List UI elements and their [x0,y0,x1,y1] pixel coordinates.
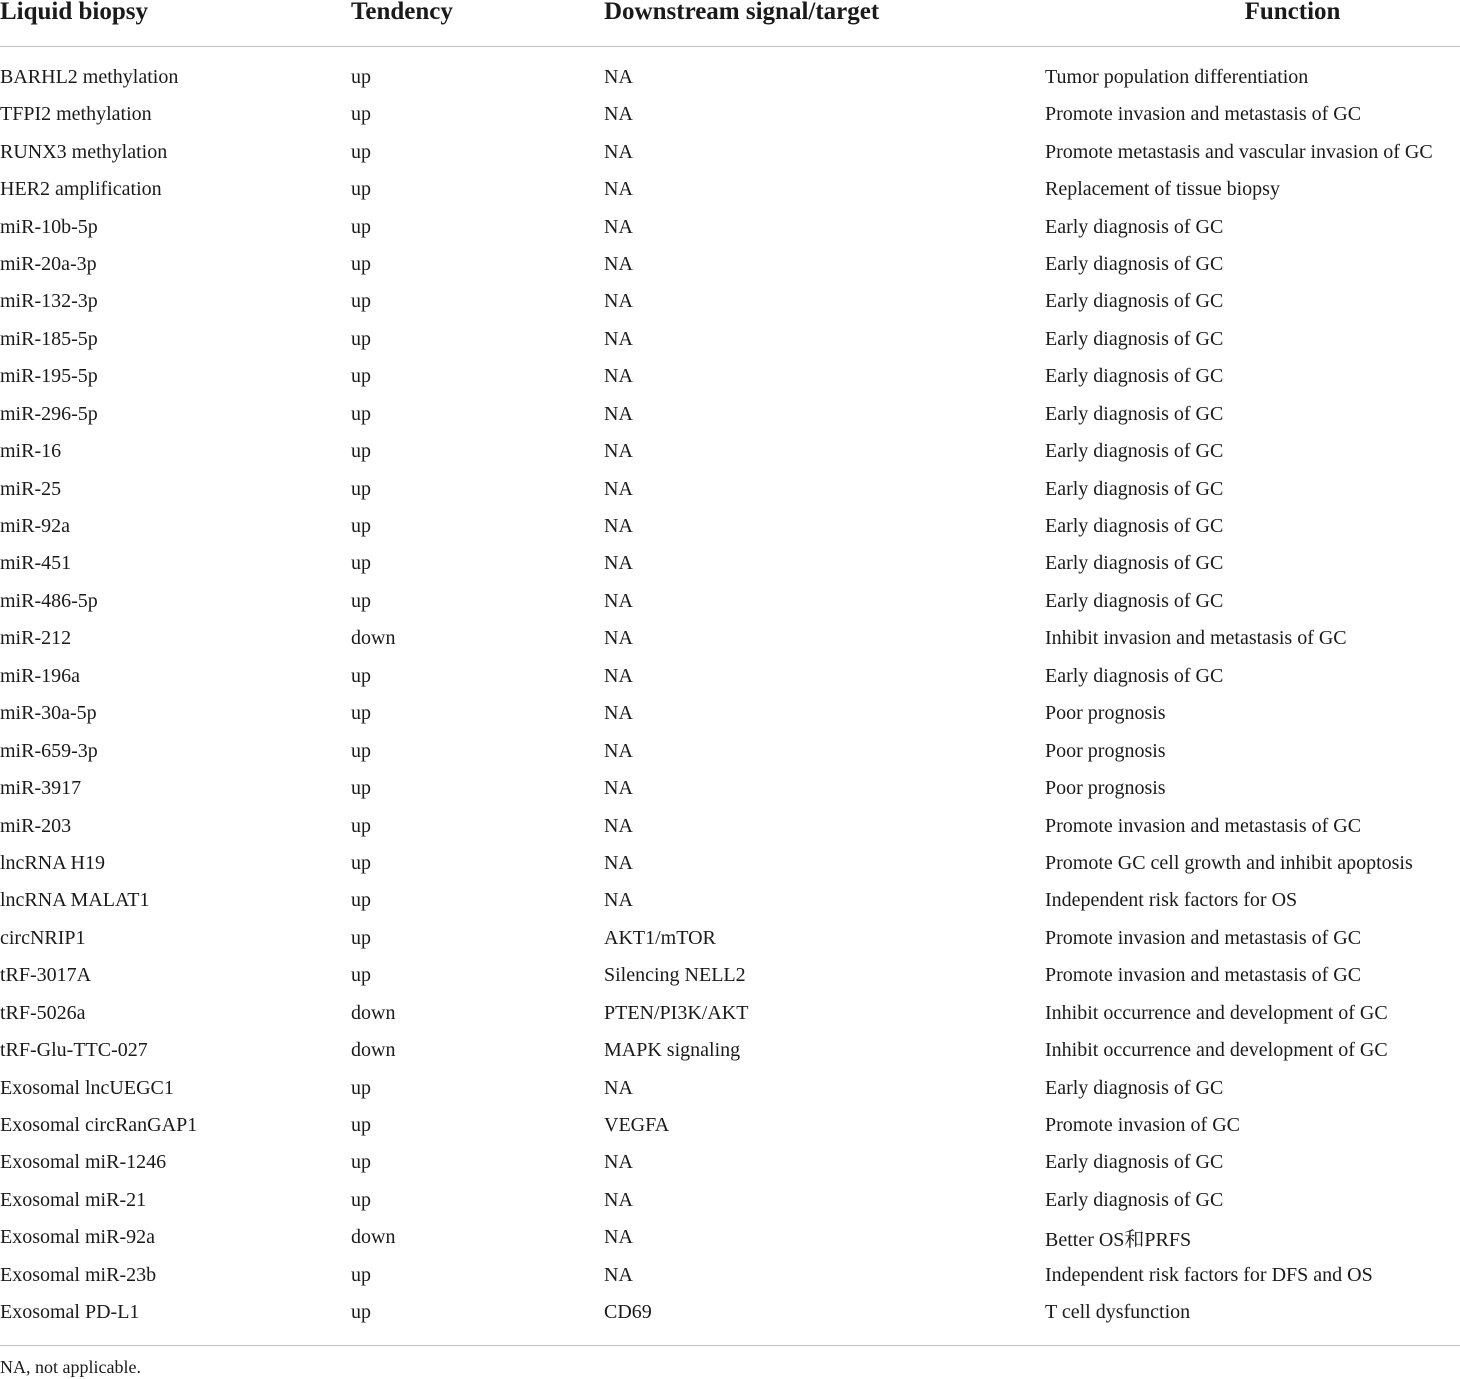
tendency-cell: up [351,1263,371,1286]
liquid-biopsy-cell: miR-132-3p [0,290,98,313]
table-row [0,1294,1460,1346]
liquid-biopsy-cell: Exosomal PD-L1 [0,1294,351,1346]
function-cell: Independent risk factors for OS [1045,889,1298,912]
table-row [0,1144,1460,1181]
tendency-cell: up [351,1188,371,1211]
function-cell: Poor prognosis [1045,739,1166,762]
function-cell: T cell dysfunction [1045,1294,1460,1346]
function-cell: Early diagnosis of GC [1045,477,1224,500]
downstream-signal-cell: NA [604,477,633,500]
header-tendency: Tendency [351,0,604,47]
tendency-cell: up [351,140,371,163]
downstream-signal-cell: NA [604,290,633,313]
function-cell: Inhibit occurrence and development of GC [1045,1039,1388,1062]
table-row [0,246,1460,283]
liquid-biopsy-cell: miR-92a [0,515,70,538]
tendency-cell: up [351,926,371,949]
liquid-biopsy-cell: tRF-3017A [0,964,92,987]
tendency-cell: up [351,552,371,575]
downstream-signal-cell: NA [604,402,633,425]
downstream-signal-cell: NA [604,1226,633,1249]
liquid-biopsy-cell: miR-16 [0,440,62,463]
function-cell: Promote invasion and metastasis of GC [1045,103,1362,126]
table-row [0,845,1460,882]
function-cell: Early diagnosis of GC [1045,1076,1224,1099]
downstream-signal-cell: NA [604,252,633,275]
downstream-signal-cell: NA [604,627,633,650]
table-row [0,171,1460,208]
downstream-signal-cell: NA [604,1188,633,1211]
table-row [0,396,1460,433]
tendency-cell: up [351,290,371,313]
liquid-biopsy-cell: miR-3917 [0,777,82,800]
tendency-cell: up [351,477,371,500]
function-cell: Better OS和PRFS [1045,1229,1192,1252]
table-row [0,47,1460,97]
table-row [0,283,1460,320]
header-row [0,0,1460,47]
function-cell: Inhibit occurrence and development of GC [1045,1001,1388,1024]
table-row [0,208,1460,245]
liquid-biopsy-cell: miR-196a [0,664,80,687]
downstream-signal-cell: PTEN/PI3K/AKT [604,1001,749,1024]
function-cell: Early diagnosis of GC [1045,215,1224,238]
downstream-signal-cell: NA [604,365,633,388]
table-row [0,995,1460,1032]
liquid-biopsy-cell: RUNX3 methylation [0,140,168,163]
tendency-cell: up [351,1076,371,1099]
downstream-signal-cell: NA [604,1076,633,1099]
downstream-signal-cell: NA [604,66,633,88]
downstream-signal-cell: NA [604,814,633,837]
tendency-cell: up [351,440,371,463]
tendency-cell: up [351,814,371,837]
function-cell: Independent risk factors for DFS and OS [1045,1263,1373,1286]
header-function: Function [1045,0,1460,47]
tendency-cell: up [351,1151,371,1174]
downstream-signal-cell: NA [604,1151,633,1174]
table-row [0,882,1460,919]
downstream-signal-cell: NA [604,140,633,163]
downstream-signal-cell: NA [604,515,633,538]
tendency-cell: up [351,327,371,350]
tendency-cell: up [351,739,371,762]
liquid-biopsy-cell: miR-203 [0,814,72,837]
downstream-signal-cell: NA [604,103,633,126]
table-row [0,470,1460,507]
table-row [0,133,1460,170]
liquid-biopsy-cell: Exosomal miR-21 [0,1188,147,1211]
tendency-cell: down [351,1001,396,1024]
liquid-biopsy-cell: Exosomal miR-1246 [0,1151,167,1174]
liquid-biopsy-cell: TFPI2 methylation [0,103,152,126]
tendency-cell: up [351,178,371,201]
table-row [0,920,1460,957]
downstream-signal-cell: NA [604,589,633,612]
liquid-biopsy-cell: Exosomal miR-23b [0,1263,157,1286]
table-header [0,0,1460,47]
function-cell: Promote metastasis and vascular invasion of GC [1045,140,1433,163]
liquid-biopsy-cell: miR-296-5p [0,402,98,425]
table-footnote: NA, not applicable. [0,1357,141,1377]
function-cell: Early diagnosis of GC [1045,552,1224,575]
tendency-cell: up [351,664,371,687]
downstream-signal-cell: Silencing NELL2 [604,964,746,987]
tendency-cell: up [351,515,371,538]
table-row [0,732,1460,769]
table-row [0,658,1460,695]
tendency-cell: up [351,252,371,275]
liquid-biopsy-cell: BARHL2 methylation [0,66,179,88]
table-row [0,321,1460,358]
function-cell: Early diagnosis of GC [1045,440,1224,463]
table-row [0,358,1460,395]
function-cell: Early diagnosis of GC [1045,252,1224,275]
table-row [0,1069,1460,1106]
tendency-cell: down [351,627,396,650]
tendency-cell: up [351,889,371,912]
header-downstream-signal: Downstream signal/target [604,0,1045,47]
table-row [0,545,1460,582]
liquid-biopsy-cell: HER2 amplification [0,178,162,201]
downstream-signal-cell: NA [604,702,633,725]
liquid-biopsy-cell: miR-30a-5p [0,702,97,725]
function-cell: Promote invasion and metastasis of GC [1045,964,1362,987]
tendency-cell: up [351,1114,371,1137]
table-row [0,433,1460,470]
liquid-biopsy-cell: circNRIP1 [0,926,86,949]
downstream-signal-cell: NA [604,215,633,238]
function-cell: Promote invasion of GC [1045,1114,1240,1137]
downstream-signal-cell: VEGFA [604,1114,670,1137]
liquid-biopsy-cell: miR-195-5p [0,365,98,388]
tendency-cell: down [351,1226,396,1249]
downstream-signal-cell: CD69 [604,1294,1045,1346]
function-cell: Promote invasion and metastasis of GC [1045,814,1362,837]
function-cell: Early diagnosis of GC [1045,402,1224,425]
tendency-cell: up [351,777,371,800]
downstream-signal-cell: NA [604,1263,633,1286]
table-row [0,1032,1460,1069]
table-row [0,807,1460,844]
function-cell: Early diagnosis of GC [1045,1188,1224,1211]
header-liquid-biopsy: Liquid biopsy [0,0,351,47]
downstream-signal-cell: NA [604,327,633,350]
tendency-cell: up [351,402,371,425]
table-row [0,1219,1460,1256]
function-cell: Early diagnosis of GC [1045,1151,1224,1174]
table-row [0,583,1460,620]
table-body [0,47,1460,1346]
table-row [0,1257,1460,1294]
table-row [0,96,1460,133]
function-cell: Early diagnosis of GC [1045,365,1224,388]
liquid-biopsy-cell: miR-20a-3p [0,252,97,275]
liquid-biopsy-cell: miR-212 [0,627,72,650]
table-row [0,1182,1460,1219]
liquid-biopsy-cell: Exosomal circRanGAP1 [0,1114,198,1137]
liquid-biopsy-cell: miR-185-5p [0,327,98,350]
tendency-cell: down [351,1039,396,1062]
liquid-biopsy-cell: lncRNA MALAT1 [0,889,150,912]
downstream-signal-cell: NA [604,440,633,463]
function-cell: Poor prognosis [1045,777,1166,800]
downstream-signal-cell: NA [604,777,633,800]
liquid-biopsy-cell: tRF-5026a [0,1001,86,1024]
liquid-biopsy-cell: miR-659-3p [0,739,98,762]
tendency-cell: up [351,215,371,238]
function-cell: Promote invasion and metastasis of GC [1045,926,1362,949]
liquid-biopsy-cell: miR-486-5p [0,589,98,612]
function-cell: Replacement of tissue biopsy [1045,178,1280,201]
tendency-cell: up [351,1294,604,1346]
liquid-biopsy-cell: miR-25 [0,477,62,500]
table-row [0,508,1460,545]
function-cell: Early diagnosis of GC [1045,589,1224,612]
downstream-signal-cell: MAPK signaling [604,1039,741,1062]
tendency-cell: up [351,964,371,987]
tendency-cell: up [351,702,371,725]
downstream-signal-cell: NA [604,851,633,874]
downstream-signal-cell: NA [604,664,633,687]
liquid-biopsy-cell: Exosomal miR-92a [0,1226,155,1249]
downstream-signal-cell: AKT1/mTOR [604,926,716,949]
table-row [0,770,1460,807]
tendency-cell: up [351,589,371,612]
liquid-biopsy-cell: lncRNA H19 [0,851,105,874]
function-cell: Tumor population differentiation [1045,66,1309,88]
tendency-cell: up [351,66,371,88]
function-cell: Poor prognosis [1045,702,1166,725]
liquid-biopsy-cell: tRF-Glu-TTC-027 [0,1039,148,1062]
function-cell: Early diagnosis of GC [1045,290,1224,313]
tendency-cell: up [351,365,371,388]
function-cell: Early diagnosis of GC [1045,515,1224,538]
downstream-signal-cell: NA [604,552,633,575]
downstream-signal-cell: NA [604,889,633,912]
tendency-cell: up [351,851,371,874]
liquid-biopsy-cell: Exosomal lncUEGC1 [0,1076,174,1099]
table-row [0,695,1460,732]
tendency-cell: up [351,103,371,126]
table-row [0,957,1460,994]
table-row [0,620,1460,657]
liquid-biopsy-cell: miR-451 [0,552,72,575]
table-row [0,1107,1460,1144]
downstream-signal-cell: NA [604,178,633,201]
function-cell: Early diagnosis of GC [1045,327,1224,350]
function-cell: Promote GC cell growth and inhibit apoptosis [1045,851,1413,874]
function-cell: Early diagnosis of GC [1045,664,1224,687]
liquid-biopsy-cell: miR-10b-5p [0,215,98,238]
downstream-signal-cell: NA [604,739,633,762]
function-cell: Inhibit invasion and metastasis of GC [1045,627,1347,650]
